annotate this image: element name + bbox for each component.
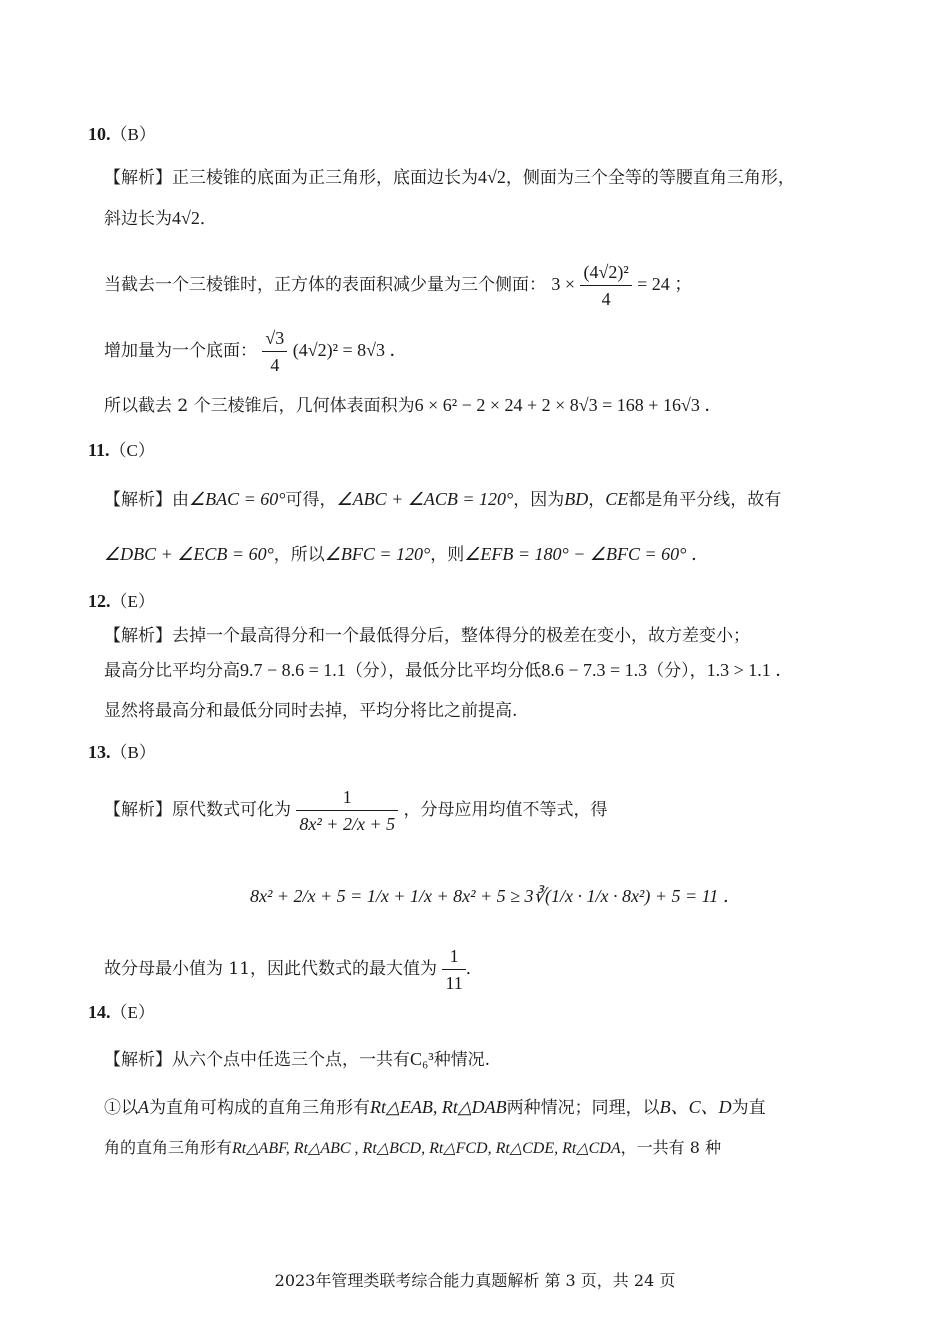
q10-line1-text: 正三棱锥的底面为正三角形，底面边长为 (172, 168, 478, 188)
q12-line2-c: （分）， (647, 661, 707, 681)
q10-line4-fraction (262, 325, 287, 378)
q14-line2-a: ①以 (104, 1098, 138, 1118)
q10-line3-num: (4√2)² (580, 259, 631, 286)
q13-header (88, 740, 156, 765)
q14-line3-a: 角的直角三角形有 (104, 1138, 233, 1157)
q10-line5-text: 所以截去 2 个三棱锥后，几何体表面积为 (104, 396, 415, 416)
q14-answer: （E） (110, 1003, 155, 1022)
q11-line2-m3: ∠EFB = 180° − ∠BFC = 60° ． (464, 544, 709, 564)
q10-line4-num: √3 (262, 325, 287, 352)
q12-answer: （E） (110, 592, 155, 611)
q11-line1-e: 都是角平分线，故有 (628, 490, 782, 510)
q10-line3-expr-left: 3 × (551, 274, 576, 294)
q12-line3-text: 显然将最高分和最低分同时去掉，平均分将比之前提高. (104, 701, 518, 721)
q13-line1-a: 原代数式可化为 (172, 800, 291, 820)
q10-line5 (104, 393, 722, 418)
q12-header (88, 589, 155, 614)
q10-line3-expr-right: = 24 ； (637, 274, 693, 294)
q14-line2-m1: A (138, 1097, 149, 1117)
q14-line1-a: 从六个点中任选三个点，一共有 (172, 1050, 410, 1070)
q10-line4-den: 4 (270, 355, 280, 375)
q14-header (88, 1000, 155, 1025)
q10-line5-expr: 6 × 6² − 2 × 24 + 2 × 8√3 = 168 + 16√3 ． (414, 395, 723, 415)
q10-line4 (104, 322, 408, 379)
q11-number: 11. (88, 440, 110, 460)
q14-line2-m3: B、C、D (659, 1097, 732, 1117)
q11-header (88, 438, 155, 463)
q11-line1 (104, 487, 781, 512)
q14-analysis-tag: 【解析】 (104, 1050, 172, 1070)
q10-line1-math: 4√2 (478, 167, 506, 187)
q13-analysis-tag: 【解析】 (104, 800, 172, 820)
q11-line2 (104, 542, 709, 567)
q10-analysis-tag: 【解析】 (104, 168, 172, 188)
q14-line2-b: 为直角可构成的直角三角形有 (149, 1098, 370, 1118)
q12-line3 (104, 699, 517, 723)
q14-number: 14. (88, 1002, 111, 1022)
q12-line2-a: 最高分比平均分高 (104, 661, 240, 681)
q11-line2-m2: ∠BFC = 120° (324, 544, 431, 564)
q14-line3-m: Rt△ABF, Rt△ABC , Rt△BCD, Rt△FCD, Rt△CDE, Rt△CDA (232, 1140, 621, 1157)
q11-line1-b: 可得， (285, 490, 337, 510)
q11-line1-a: 由 (172, 490, 189, 510)
q11-line1-m3: BD (564, 489, 589, 509)
q11-line1-d: ， (588, 490, 606, 510)
q10-line2-end: ． (199, 209, 217, 229)
q13-frac-num: 1 (296, 784, 398, 811)
q10-line2 (104, 206, 217, 231)
q14-line3 (104, 1136, 721, 1161)
q13-line3-a: 故分母最小值为 11，因此代数式的最大值为 (104, 959, 438, 979)
q13-frac-den: 8x² + 2/x + 5 (299, 814, 396, 834)
q10-header (88, 122, 156, 147)
q11-analysis-tag: 【解析】 (104, 490, 172, 510)
q11-line1-m1: ∠BAC = 60° (189, 489, 286, 509)
q11-answer: （C） (109, 441, 155, 460)
q11-line1-m4: CE (605, 489, 629, 509)
q13-line1 (104, 774, 607, 846)
q10-line3-den: 4 (601, 289, 611, 309)
q13-answer: （B） (110, 743, 156, 762)
q14-line2 (104, 1095, 766, 1120)
q14-line1-b: 种情况. (433, 1050, 491, 1070)
q10-line2-math: 4√2 (172, 208, 200, 228)
q13-equation (250, 884, 741, 909)
q13-line3-fraction (442, 943, 465, 996)
q13-number: 13. (88, 742, 111, 762)
q12-line1 (104, 624, 750, 648)
q10-number: 10. (88, 124, 111, 144)
q10-line3-fraction (580, 259, 631, 312)
q11-line2-m1: ∠DBC + ∠ECB = 60° (104, 544, 274, 564)
q10-line4-text: 增加量为一个底面： (104, 341, 257, 361)
q12-line2-m3: 1.3 > 1.1 ． (706, 660, 794, 680)
q14-line1 (104, 1047, 490, 1072)
q12-line2-m2: 8.6 − 7.3 = 1.3 (541, 660, 648, 680)
q14-line2-d: 为直 (731, 1098, 766, 1118)
q10-line1 (104, 165, 795, 190)
q10-line4-expr: (4√2)² = 8√3 ． (292, 340, 408, 360)
q13-line3-end: ． (465, 959, 483, 979)
q11-line2-b: ，则 (430, 545, 465, 565)
q10-answer: （B） (110, 125, 156, 144)
q13-line1-b: ，分母应用均值不等式，得 (403, 800, 608, 820)
q12-number: 12. (88, 591, 111, 611)
q14-line1-m: C₆³ (410, 1049, 434, 1069)
q12-line2 (104, 658, 793, 683)
q12-line2-m1: 9.7 − 8.6 = 1.1 (240, 660, 346, 680)
q12-line1-text: 去掉一个最高得分和一个最低得分后，整体得分的极差在变小，故方差变小； (172, 626, 750, 646)
q10-line3 (104, 255, 692, 314)
q12-line2-b: （分），最低分比平均分低 (345, 661, 542, 681)
page-footer: 2023年管理类联考综合能力真题解析 第 3 页，共 24 页 (274, 1271, 676, 1290)
q14-line3-b: ，一共有 8 种 (620, 1138, 721, 1157)
q12-analysis-tag: 【解析】 (104, 626, 172, 646)
q11-line1-m2: ∠ABC + ∠ACB = 120° (336, 489, 514, 509)
q14-line2-m2: Rt△EAB, Rt△DAB (370, 1097, 507, 1117)
q11-line1-c: ，因为 (513, 490, 565, 510)
q13-fraction (296, 784, 398, 837)
q14-line2-c: 两种情况；同理，以 (506, 1098, 660, 1118)
q10-line1-text2: ，侧面为三个全等的等腰直角三角形， (505, 168, 795, 188)
q13-line3-den: 11 (445, 973, 463, 993)
q11-line2-a: ，所以 (273, 545, 325, 565)
q10-line2-text: 斜边长为 (104, 209, 172, 229)
q13-equation-text: 8x² + 2/x + 5 = 1/x + 1/x + 8x² + 5 ≥ 3∛(1/x · 1/x · 8x²) + 5 = 11 ． (250, 886, 741, 906)
q10-line3-text: 当截去一个三棱锥时，正方体的表面积减少量为三个侧面： (104, 275, 546, 295)
q13-line3 (104, 942, 483, 996)
q13-line3-num: 1 (442, 943, 465, 970)
